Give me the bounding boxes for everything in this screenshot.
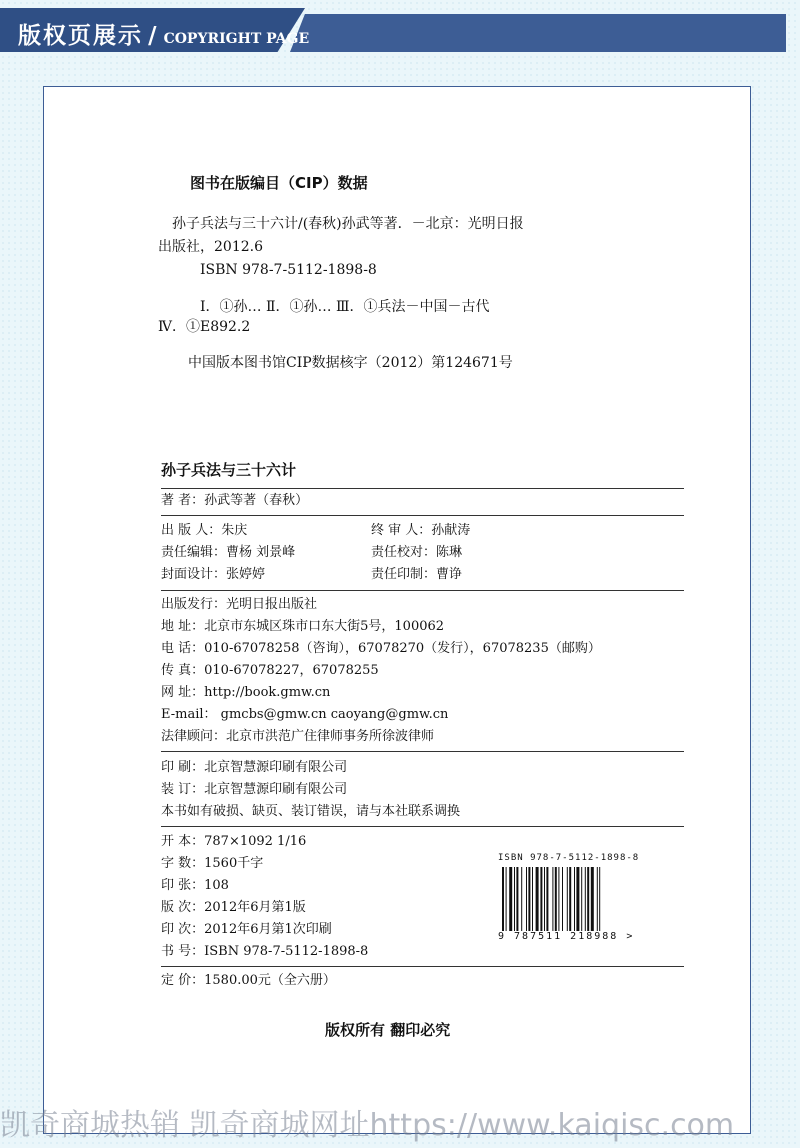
divider	[161, 751, 684, 752]
print-manager: 责任印制：曹诤	[371, 567, 463, 582]
publisher-person: 出 版 人：朱庆	[161, 523, 248, 538]
binder: 装 订：北京智慧源印刷有限公司	[161, 782, 348, 797]
barcode-digits: 9 787511 218988 >	[498, 931, 635, 942]
banner-title-en: COPYRIGHT PAGE	[163, 31, 310, 47]
cip-entry-line2: 出版社，2012.6	[158, 239, 263, 255]
divider	[161, 590, 684, 591]
cover-designer: 封面设计：张婷婷	[161, 567, 266, 582]
banner-separator: /	[148, 22, 159, 49]
cip-heading: 图书在版编目（CIP）数据	[190, 174, 368, 192]
barcode-isbn-text: ISBN 978-7-5112-1898-8	[498, 853, 640, 863]
cip-isbn: ISBN 978-7-5112-1898-8	[200, 262, 377, 278]
divider	[161, 515, 684, 516]
cip-class-line2: Ⅳ．①E892.2	[158, 319, 251, 335]
book-number: 书 号：ISBN 978-7-5112-1898-8	[161, 944, 369, 959]
replacement-notice: 本书如有破损、缺页、装订错误，请与本社联系调换	[161, 804, 461, 819]
legal-counsel: 法律顾问：北京市洪范广住律师事务所徐波律师	[161, 729, 435, 744]
price: 定 价：1580.00元（全六册）	[161, 973, 336, 988]
edition: 版 次：2012年6月第1版	[161, 900, 306, 915]
book-author: 著 者：孙武等著（春秋）	[161, 493, 309, 508]
cip-record: 中国版本图书馆CIP数据核字（2012）第124671号	[188, 355, 513, 371]
responsible-editors: 责任编辑：曹杨 刘景峰	[161, 545, 296, 560]
banner	[0, 8, 786, 52]
divider	[161, 826, 684, 827]
cip-class-line1: Ⅰ．①孙… Ⅱ．①孙… Ⅲ．①兵法－中国－古代	[200, 299, 490, 315]
website: 网 址：http://book.gmw.cn	[161, 685, 331, 700]
divider	[161, 488, 684, 489]
barcode-bars	[502, 867, 632, 931]
book-format: 开 本：787×1092 1/16	[161, 834, 307, 849]
printer: 印 刷：北京智慧源印刷有限公司	[161, 760, 348, 775]
copyright-page	[43, 86, 751, 1134]
impression: 印 次：2012年6月第1次印刷	[161, 922, 332, 937]
book-title: 孙子兵法与三十六计	[161, 461, 297, 479]
address: 地 址：北京市东城区珠市口东大街5号，100062	[161, 619, 445, 634]
fax: 传 真：010-67078227，67078255	[161, 663, 379, 678]
phone: 电 话：010-67078258（咨询），67078270（发行），67078235（邮购）	[161, 641, 601, 656]
divider	[161, 966, 684, 967]
cip-entry-line1: 孙子兵法与三十六计/(春秋)孙武等著．－北京：光明日报	[172, 216, 524, 232]
email: E-mail： gmcbs@gmw.cn caoyang@gmw.cn	[161, 707, 449, 722]
banner-light-band	[290, 14, 786, 52]
final-reviewer: 终 审 人：孙献涛	[371, 523, 471, 538]
word-count: 字 数：1560千字	[161, 856, 264, 871]
proofreader: 责任校对：陈琳	[371, 545, 463, 560]
issuer: 出版发行：光明日报出版社	[161, 597, 318, 612]
isbn-barcode	[498, 853, 668, 951]
banner-title	[18, 17, 309, 50]
banner-title-cn: 版权页展示	[18, 22, 143, 49]
printed-sheets: 印 张：108	[161, 878, 229, 893]
rights-reserved: 版权所有 翻印必究	[325, 1021, 451, 1039]
watermark: 凯奇商城热销 凯奇商城网址https://www.kaiqisc.com	[0, 1108, 735, 1143]
